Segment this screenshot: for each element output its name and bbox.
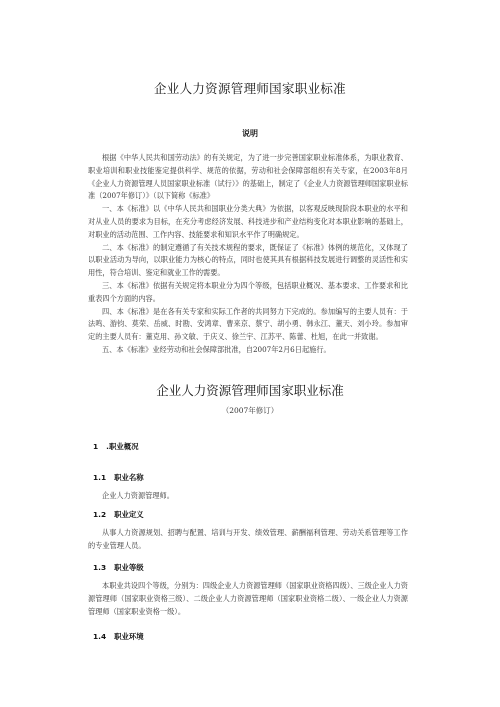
explanation-paragraph: 一、本《标准》以《中华人民共和国职业分类大典》为依据，以客观反映现阶段本职业的水平和对从业人员的要求为目标，在充分考虑经济发展、科技进步和产业结构变化对本职业影响的基础上，对职业的活动范围、工作内容、技能要求和知识水平作了明确规定。 <box>88 204 408 239</box>
explanation-heading: 说明 <box>242 129 258 138</box>
section-number: 1.3 <box>93 563 107 572</box>
explanation-paragraph: 根据《中华人民共和国劳动法》的有关规定，为了进一步完善国家职业标准体系，为职业教育、职业培训和职业技能鉴定提供科学、规范的依据，劳动和社会保障部组织有关专家，在2003年8月《企业人力资源管理人员国家职业标准（试行）》的基础上，制定了《企业人力资源管理师国家职业标准（2007年修订）》（以下简称《标准》 <box>88 153 408 201</box>
section-heading <box>93 562 144 573</box>
explanation-paragraph: 五、本《标准》业经劳动和社会保障部批准，自2007年2月6日起施行。 <box>102 344 331 354</box>
section-heading <box>93 441 139 452</box>
section-heading <box>93 472 144 483</box>
explanation-paragraph: 四、本《标准》是在各有关专家和实际工作者的共同努力下完成的。参加编写的主要人员有：于法鸣、游钧、莫荣、岳威、时勘、安鸿章、曹来京、蔡宁、胡小勇、韩永江、董天、刘小玲。参加审定的主要人员有：董克用、孙文敏、于庆义、徐兰宇、江苏平、陈蕾、杜旭，在此一并致谢。 <box>88 306 408 342</box>
explanation-paragraph: 三、本《标准》依据有关规定将本职业分为四个等级，包括职业概况、基本要求、工作要求和比重表四个方面的内容。 <box>88 280 408 303</box>
section-title: 职业名称 <box>114 473 144 482</box>
section-body <box>88 489 408 502</box>
section-title: 职业定义 <box>114 510 144 519</box>
explanation-body <box>88 152 408 357</box>
section-title: 职业等级 <box>114 563 144 572</box>
section-number: 1 <box>93 442 99 451</box>
section-number: 1.2 <box>93 510 107 519</box>
section-paragraph: 企业人力资源管理师。 <box>102 491 174 500</box>
section-heading <box>93 509 144 520</box>
revision-label: （2007年修订） <box>221 406 279 415</box>
section-number: 1.4 <box>93 632 107 641</box>
explanation-paragraph: 二、本《标准》的制定遵循了有关技术规程的要求，既保证了《标准》体例的规范化，又体现了以职业活动为导向，以职业能力为核心的特点，同时也使其具有根据科技发展进行调整的灵活性和实用性，符合培训、鉴定和就业工作的需要。 <box>88 242 408 278</box>
section-paragraph: 本职业共设四个等级，分别为：四级企业人力资源管理师（国家职业资格四级）、三级企业人力资源管理师（国家职业资格三级）、二级企业人力资源管理师（国家职业资格二级）、一级企业人力资源管理师（国家职业资格一级）。 <box>88 581 408 616</box>
section-heading <box>93 631 144 642</box>
section-paragraph: 从事人力资源规划、招聘与配置、培训与开发、绩效管理、薪酬福利管理、劳动关系管理等工作的专业管理人员。 <box>88 528 408 550</box>
section-body <box>88 526 408 552</box>
section-number: 1.1 <box>93 473 107 482</box>
section-body <box>88 579 408 618</box>
document-title: 企业人力资源管理师国家职业标准 <box>153 81 346 96</box>
section-title: 职业环境 <box>114 632 144 641</box>
section-title: .职业概况 <box>106 442 139 451</box>
standard-title: 企业人力资源管理师国家职业标准 <box>156 383 344 398</box>
